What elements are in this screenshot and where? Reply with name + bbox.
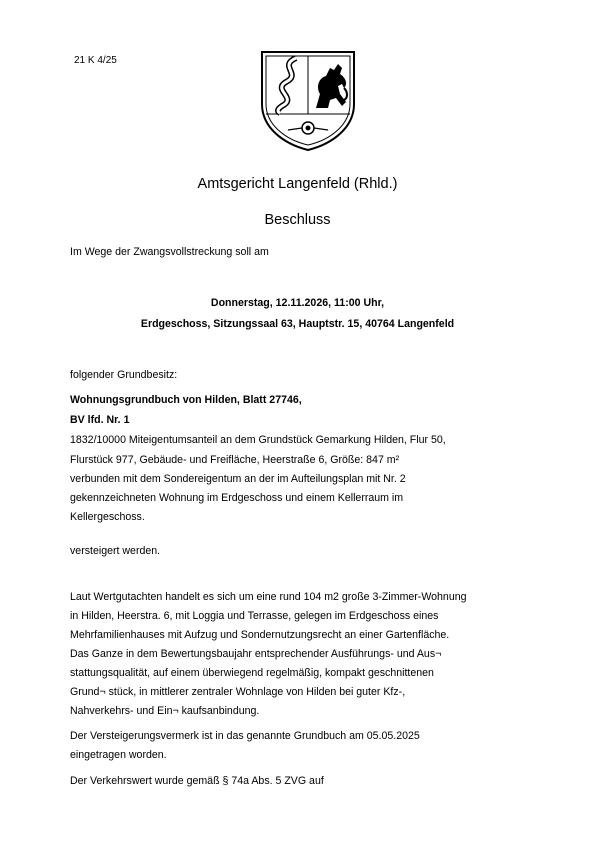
appraisal-line: Das Ganze in dem Bewertungsbaujahr entsprechender Ausführungs- und Aus¬ xyxy=(70,648,442,660)
appraisal-line: Grund¬ stück, in mittlerer zentraler Wohnlage von Hilden bei guter Kfz-, xyxy=(70,686,406,698)
auction-location: Erdgeschoss, Sitzungssaal 63, Hauptstr. 15, 40764 Langenfeld xyxy=(140,318,455,330)
appraisal-line: Laut Wertgutachten handelt es sich um eine rund 104 m2 große 3-Zimmer-Wohnung xyxy=(70,591,467,603)
market-value-line: Der Verkehrswert wurde gemäß § 74a Abs. 5 ZVG auf xyxy=(70,775,324,787)
decree-title: Beschluss xyxy=(264,212,331,228)
property-line: Flurstück 977, Gebäude- und Freifläche, Heerstraße 6, Größe: 847 m² xyxy=(70,454,400,466)
auction-date: Donnerstag, 12.11.2026, 11:00 Uhr, xyxy=(210,297,385,309)
nrw-coat-of-arms xyxy=(258,48,358,152)
court-name: Amtsgericht Langenfeld (Rhld.) xyxy=(197,176,398,192)
intro-text: Im Wege der Zwangsvollstreckung soll am xyxy=(70,246,269,258)
registration-line: eingetragen worden. xyxy=(70,749,167,761)
appraisal-line: in Hilden, Heerstra. 6, mit Loggia und Terrasse, gelegen im Erdgeschoss eines xyxy=(70,610,439,622)
inventory-number: BV lfd. Nr. 1 xyxy=(70,414,130,426)
registration-line: Der Versteigerungsvermerk ist in das genannte Grundbuch am 05.05.2025 xyxy=(70,730,420,742)
property-line: verbunden mit dem Sondereigentum an der im Aufteilungsplan mit Nr. 2 xyxy=(70,473,406,485)
land-register: Wohnungsgrundbuch von Hilden, Blatt 27746, xyxy=(70,394,302,406)
appraisal-line: Mehrfamilienhauses mit Aufzug und Sondernutzungsrecht an einer Gartenfläche. xyxy=(70,629,450,641)
appraisal-line: Nahverkehrs- und Ein¬ kaufsanbindung. xyxy=(70,705,260,717)
property-intro: folgender Grundbesitz: xyxy=(70,369,178,381)
auction-phrase: versteigert werden. xyxy=(70,545,161,557)
property-line: Kellergeschoss. xyxy=(70,511,145,523)
property-line: 1832/10000 Miteigentumsanteil an dem Grundstück Gemarkung Hilden, Flur 50, xyxy=(70,434,446,446)
property-line: gekennzeichneten Wohnung im Erdgeschoss und einem Kellerraum im xyxy=(70,492,404,504)
appraisal-line: stattungsqualität, auf einem überwiegend regelmäßig, kompakt geschnittenen xyxy=(70,667,434,679)
file-number: 21 K 4/25 xyxy=(74,55,117,66)
